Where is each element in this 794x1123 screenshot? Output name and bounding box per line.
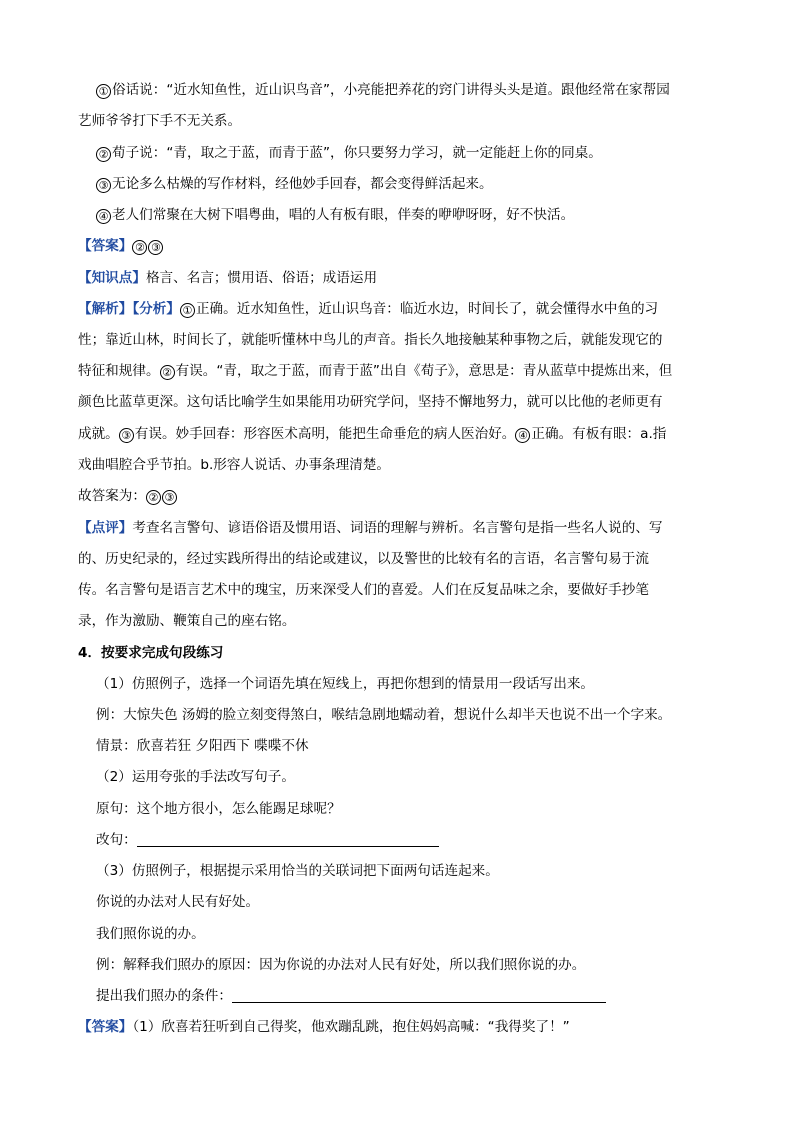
answer-tag: 【答案】 [78,238,133,254]
comment-tag: 【点评】 [78,520,133,536]
statement-1: ① 俗话说：“近水知鱼性，近山识鸟音”，小亮能把养花的窍门讲得头头是道。跟他经常在家帮园 [96,80,670,100]
subquestion-3-sentence-b: 我们照你说的办。 [96,926,205,942]
subquestion-3-example: 例：解释我们照办的原因：因为你说的办法对人民有好处，所以我们照你说的办。 [96,957,586,973]
answer-1 [78,236,164,256]
subquestion-3-condition: 提出我们照办的条件： [96,986,606,1006]
subquestion-2: （2）运用夸张的手法改写句子。 [96,769,295,785]
comment-line-2: 的、历史纪录的，经过实践所得出的结论或建议，以及警世的比较有名的言语，名言警句易于流 [78,551,649,567]
so-answer: 故答案为： ② ③ [78,486,178,506]
circled-number: ① [96,84,111,99]
circled-number: ③ [96,178,111,193]
circled-number: ④ [515,428,530,443]
analysis-line-2: 性；靠近山林，时间长了，就能听懂林中鸟儿的声音。指长久地接触某种事物之后，就能发现它的 [78,332,663,348]
analysis-line-1: 【解析】【分析】 ① 正确。近水知鱼性，近山识鸟音：临近水边，时间长了，就会懂得水中鱼的习 [78,301,659,317]
circled-number: ② [96,147,111,162]
analysis-tag: 【解析】【分析】 [78,301,180,317]
knowledge-tag: 【知识点】 [78,270,146,286]
subquestion-1-example: 例：大惊失色 汤姆的脸立刻变得煞白，喉结急剧地蠕动着，想说什么却半天也说不出一个字来。 [96,707,672,723]
circled-number: ② [132,240,147,255]
circled-number: ④ [96,209,111,224]
subquestion-2-original: 原句：这个地方很小，怎么能踢足球呢？ [96,801,341,817]
knowledge-point: 【知识点】格言、名言；惯用语、俗语；成语运用 [78,270,378,286]
circled-number: ② [146,490,161,505]
comment-line-3: 传。名言警句是语言艺术中的瑰宝，历来深受人们的喜爱。人们在反复品味之余，要做好手抄笔 [78,582,649,598]
analysis-line-6: 戏曲唱腔合乎节拍。b.形容人说话、办事条理清楚。 [78,457,391,473]
circled-number: ③ [119,428,134,443]
circled-number: ② [160,365,175,380]
circled-number: ③ [148,240,163,255]
subquestion-3-sentence-a: 你说的办法对人民有好处。 [96,894,260,910]
subquestion-1: （1）仿照例子，选择一个词语先填在短线上，再把你想到的情景用一段话写出来。 [96,676,595,692]
rewrite-answer-blank[interactable] [137,832,439,847]
statement-1-continued: 艺师爷爷打下手不无关系。 [78,113,242,129]
comment-line-4: 录，作为激励、鞭策自己的座右铭。 [78,613,296,629]
subquestion-3: （3）仿照例子，根据提示采用恰当的关联词把下面两句话连起来。 [96,863,499,879]
circled-number: ① [180,303,195,318]
comment-line-1: 【点评】考查名言警句、谚语俗语及惯用语、词语的理解与辨析。名言警句是指一些名人说的、写 [78,520,663,536]
analysis-line-5: 成就。 ③ 有误。妙手回春：形容医术高明，能把生命垂危的病人医治好。 ④ 正确。有板有眼：a.指 [78,426,667,442]
statement-3: ③ 无论多么枯燥的写作材料，经他妙手回春，都会变得鲜活起来。 [96,174,493,194]
answer-tag: 【答案】 [78,1019,133,1035]
circled-number: ③ [162,490,177,505]
statement-4: ④ 老人们常聚在大树下唱粤曲，唱的人有板有眼，伴奏的咿咿呀呀，好不快活。 [96,205,574,225]
subquestion-2-rewrite: 改句： [96,830,439,850]
statement-2: ② 荀子说：“青，取之于蓝，而青于蓝”，你只要努力学习，就一定能赶上你的同桌。 [96,143,602,163]
condition-answer-blank[interactable] [232,988,606,1003]
analysis-line-4: 颜色比蓝草更深。这句话比喻学生如果能用功研究学问，坚持不懈地努力，就可以比他的老师更有 [78,394,663,410]
subquestion-1-scenes: 情景：欣喜若狂 夕阳西下 喋喋不休 [96,738,309,754]
answer-2: 【答案】（1）欣喜若狂听到自己得奖，他欢蹦乱跳，抱住妈妈高喊：“我得奖了！” [78,1019,570,1035]
analysis-line-3: 特征和规律。 ② 有误。“青，取之于蓝，而青于蓝”出自《荀子》，意思是：青从蓝草中提炼出来，但 [78,363,673,379]
question-4-title: 4．按要求完成句段练习 [78,645,224,661]
